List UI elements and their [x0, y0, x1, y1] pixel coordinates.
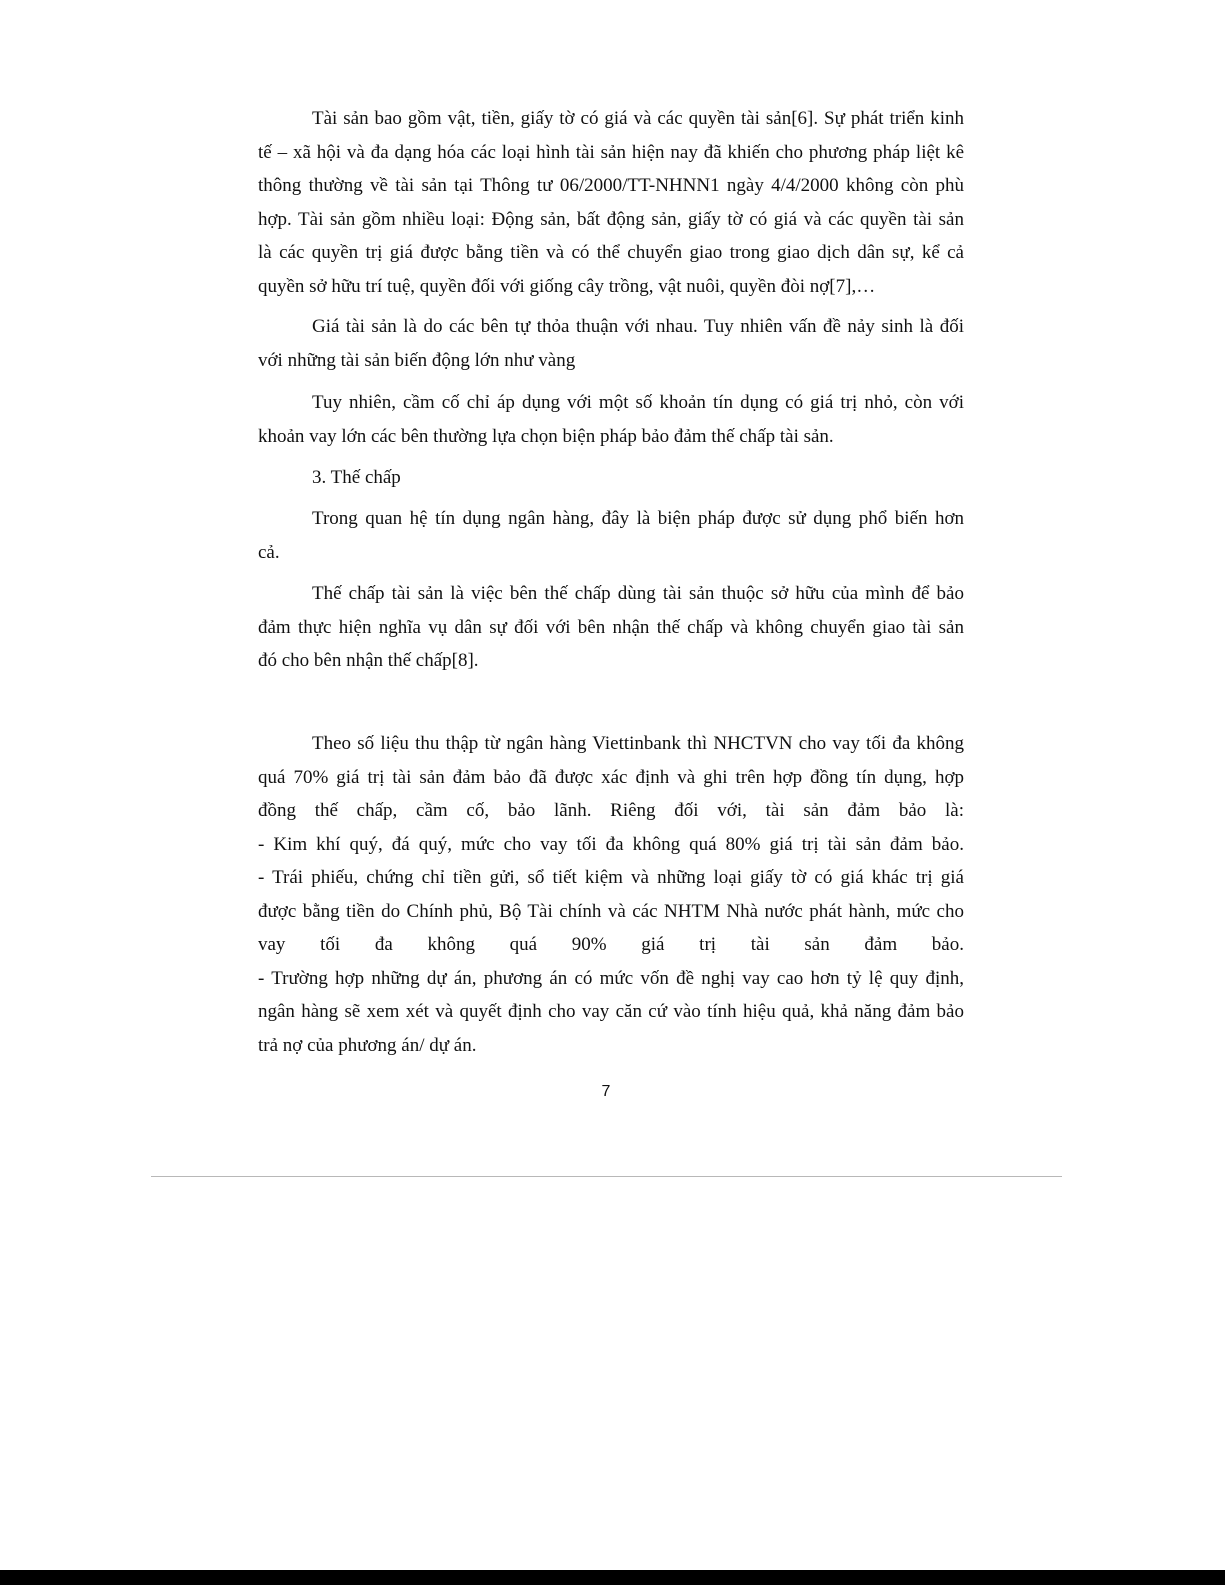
text-line: vay tối đa không quá 90% giá trị tài sản đảm bảo.: [258, 934, 964, 955]
paragraph-assets-definition: [258, 102, 964, 303]
text-line: Thế chấp tài sản là việc bên thế chấp dùng tài sản thuộc sở hữu của mình để bảo: [312, 583, 964, 604]
text-line: hợp. Tài sản gồm nhiều loại: Động sản, bất động sản, giấy tờ có giá và các quyền tài sản: [258, 208, 964, 230]
text-line: với những tài sản biến động lớn như vàng: [258, 349, 576, 371]
text-line: Theo số liệu thu thập từ ngân hàng Viettinbank thì NHCTVN cho vay tối đa không: [312, 733, 964, 754]
paragraph-mortgage-definition: [258, 577, 964, 678]
text-line: quá 70% giá trị tài sản đảm bảo đã được xác định và ghi trên hợp đồng tín dụng, hợp: [258, 766, 964, 788]
page-number: 7: [601, 1083, 611, 1100]
paragraph-asset-price: [258, 310, 964, 377]
text-line: - Trái phiếu, chứng chỉ tiền gửi, sổ tiết kiệm và những loại giấy tờ có giá khác trị giá: [258, 867, 964, 888]
paragraph-loan-ratios: [258, 727, 964, 1062]
text-line: - Trường hợp những dự án, phương án có mức vốn đề nghị vay cao hơn tỷ lệ quy định,: [258, 967, 964, 989]
text-line: đó cho bên nhận thế chấp[8].: [258, 650, 479, 671]
paragraph-mortgage-popularity: [258, 502, 964, 569]
section-heading: 3. Thế chấp: [312, 467, 401, 488]
text-line: thông thường về tài sản tại Thông tư 06/2000/TT-NHNN1 ngày 4/4/2000 không còn phù: [258, 175, 964, 196]
text-line: ngân hàng sẽ xem xét và quyết định cho vay căn cứ vào tính hiệu quả, khả năng đảm bảo: [258, 1001, 964, 1022]
text-line: quyền sở hữu trí tuệ, quyền đối với giống cây trồng, vật nuôi, quyền đòi nợ[7],…: [258, 275, 876, 297]
text-line: cả.: [258, 541, 280, 563]
text-line: được bằng tiền do Chính phủ, Bộ Tài chính và các NHTM Nhà nước phát hành, mức cho: [258, 900, 964, 922]
page-divider: [151, 1176, 1062, 1177]
text-line: Tuy nhiên, cầm cố chỉ áp dụng với một số khoản tín dụng có giá trị nhỏ, còn với: [312, 392, 964, 413]
text-line: là các quyền trị giá được bằng tiền và có thể chuyển giao trong giao dịch dân sự, kể cả: [258, 242, 964, 263]
text-line: đồng thế chấp, cầm cố, bảo lãnh. Riêng đối với, tài sản đảm bảo là:: [258, 800, 964, 821]
text-line: - Kim khí quý, đá quý, mức cho vay tối đa không quá 80% giá trị tài sản đảm bảo.: [258, 833, 964, 855]
section-heading-mortgage: [258, 461, 964, 495]
text-line: Trong quan hệ tín dụng ngân hàng, đây là biện pháp được sử dụng phổ biến hơn: [312, 508, 964, 529]
text-line: Giá tài sản là do các bên tự thỏa thuận với nhau. Tuy nhiên vấn đề nảy sinh là đối: [312, 316, 964, 337]
text-line: đảm thực hiện nghĩa vụ dân sự đối với bên nhận thế chấp và không chuyển giao tài sản: [258, 616, 964, 638]
text-line: trả nợ của phương án/ dự án.: [258, 1034, 477, 1056]
paragraph-pledge-usage: [258, 386, 964, 453]
text-line: tế – xã hội và đa dạng hóa các loại hình tài sản hiện nay đã khiến cho phương pháp liệt kê: [258, 141, 964, 163]
page-bottom-edge: [0, 1570, 1225, 1585]
text-line: khoản vay lớn các bên thường lựa chọn biện pháp bảo đảm thế chấp tài sản.: [258, 425, 834, 447]
text-line: Tài sản bao gồm vật, tiền, giấy tờ có giá và các quyền tài sản[6]. Sự phát triển kinh: [312, 108, 964, 129]
